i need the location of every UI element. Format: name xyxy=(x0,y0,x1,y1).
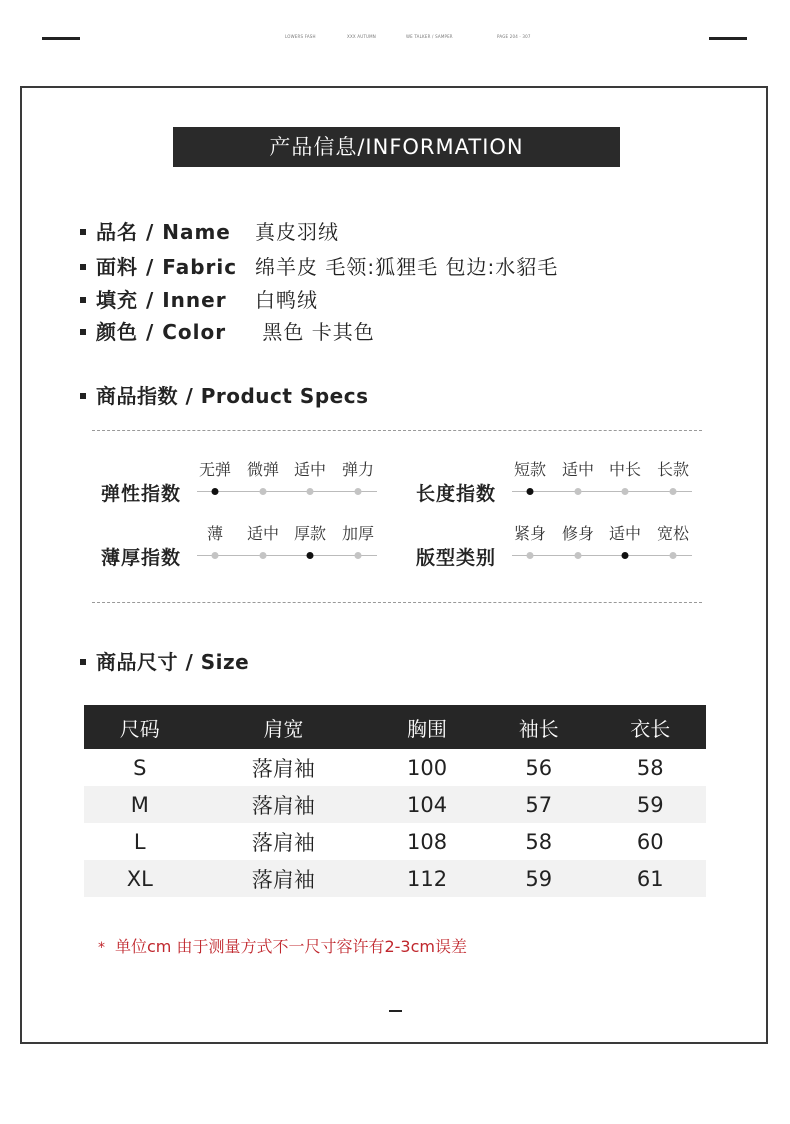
scale-track xyxy=(512,491,692,492)
header-shoulder: 肩宽 xyxy=(196,705,372,749)
table-cell: 100 xyxy=(407,755,448,780)
scale-dot xyxy=(355,488,362,495)
header-tiny-text-2: XXX AUTUMN xyxy=(347,34,376,39)
info-label: 品名 / Name xyxy=(96,220,231,244)
info-row-color xyxy=(80,318,375,346)
scale-dot xyxy=(260,552,267,559)
table-cell: 57 xyxy=(483,786,595,823)
table-cell: XL xyxy=(84,860,196,897)
size-table-header xyxy=(84,705,706,749)
table-cell: 112 xyxy=(371,860,483,897)
scale-option-label: 适中 xyxy=(246,524,280,543)
table-cell: 61 xyxy=(594,860,706,897)
header-right-rule xyxy=(709,37,747,40)
header-length: 衣长 xyxy=(594,705,706,749)
bullet-icon xyxy=(80,229,86,235)
scale-option-label: 短款 xyxy=(513,460,547,479)
info-value: 真皮羽绒 xyxy=(255,220,339,244)
bottom-dash-mark xyxy=(389,1010,402,1012)
info-value: 黑色 卡其色 xyxy=(255,320,375,344)
header-left-rule xyxy=(42,37,80,40)
info-value: 绵羊皮 毛领:狐狸毛 包边:水貂毛 xyxy=(255,255,559,279)
scale-dot xyxy=(575,552,582,559)
scale-track xyxy=(512,555,692,556)
scale-dot xyxy=(622,488,629,495)
info-label: 面料 / Fabric xyxy=(96,255,238,279)
spec-name-length: 长度指数 xyxy=(416,483,497,505)
scale-selected-dot xyxy=(307,552,314,559)
scale-option-label: 厚款 xyxy=(293,524,327,543)
scale-option-label: 适中 xyxy=(608,524,642,543)
info-row-name xyxy=(80,218,339,246)
scale-dot xyxy=(212,552,219,559)
scale-option-label: 紧身 xyxy=(513,524,547,543)
scale-option-label: 修身 xyxy=(561,524,595,543)
specs-bottom-divider xyxy=(92,602,702,603)
table-cell: 56 xyxy=(525,755,553,780)
table-cell: 59 xyxy=(594,786,706,823)
specs-top-divider xyxy=(92,430,702,431)
scale-option-label: 薄 xyxy=(206,524,224,543)
scale-option-label: 微弹 xyxy=(246,460,280,479)
table-row xyxy=(84,749,706,786)
specs-section-title xyxy=(80,382,368,410)
scale-dot xyxy=(527,552,534,559)
scale-option-label: 弹力 xyxy=(341,460,375,479)
note-text: 单位cm 由于测量方式不一尺寸容许有2-3cm误差 xyxy=(115,937,467,956)
table-cell: 落肩袖 xyxy=(196,860,372,897)
spec-name-elasticity: 弹性指数 xyxy=(101,483,182,505)
header-chest: 胸围 xyxy=(371,705,483,749)
table-cell: 58 xyxy=(525,829,553,854)
asterisk-icon: * xyxy=(98,940,105,956)
size-title-text: 商品尺寸 / Size xyxy=(96,650,250,674)
table-cell: L xyxy=(133,829,146,854)
table-cell: 108 xyxy=(407,829,448,854)
header-tiny-text-3: WE TALKER / SAMPER xyxy=(406,34,453,39)
spec-scale-thickness xyxy=(195,521,379,571)
header-tiny-text-1: LOWERS FASH xyxy=(285,34,316,39)
header-tiny-text-4: PAGE 204 · 307 xyxy=(497,34,531,39)
table-cell: S xyxy=(133,755,147,780)
spec-scale-elasticity xyxy=(195,457,379,507)
table-cell: 104 xyxy=(371,786,483,823)
table-cell: 落肩袖 xyxy=(251,756,315,781)
scale-option-label: 加厚 xyxy=(341,524,375,543)
scale-dot xyxy=(575,488,582,495)
scale-dot xyxy=(670,552,677,559)
scale-option-label: 中长 xyxy=(608,460,642,479)
table-row xyxy=(84,823,706,860)
size-section-title xyxy=(80,648,249,676)
bullet-icon xyxy=(80,659,86,665)
scale-dot xyxy=(355,552,362,559)
info-label: 填充 / Inner xyxy=(96,288,227,312)
spec-name-thickness: 薄厚指数 xyxy=(101,547,182,569)
scale-dot xyxy=(260,488,267,495)
size-table xyxy=(84,705,706,897)
bullet-icon xyxy=(80,393,86,399)
table-cell: 58 xyxy=(636,755,664,780)
scale-selected-dot xyxy=(212,488,219,495)
info-value: 白鸭绒 xyxy=(255,288,318,312)
scale-dot xyxy=(307,488,314,495)
table-cell: 落肩袖 xyxy=(196,786,372,823)
scale-selected-dot xyxy=(622,552,629,559)
information-banner: 产品信息/INFORMATION xyxy=(173,127,620,167)
spec-scale-fit xyxy=(510,521,694,571)
scale-option-label: 适中 xyxy=(293,460,327,479)
header-size: 尺码 xyxy=(84,705,196,749)
info-row-fabric xyxy=(80,253,559,281)
table-cell: 落肩袖 xyxy=(251,830,315,855)
bullet-icon xyxy=(80,264,86,270)
info-label: 颜色 / Color xyxy=(96,320,227,344)
scale-track xyxy=(197,555,377,556)
table-row xyxy=(84,860,706,897)
bullet-icon xyxy=(80,329,86,335)
scale-dot xyxy=(670,488,677,495)
scale-option-label: 无弹 xyxy=(198,460,232,479)
table-cell: M xyxy=(84,786,196,823)
table-cell: 59 xyxy=(483,860,595,897)
spec-scale-length xyxy=(510,457,694,507)
specs-title-text: 商品指数 / Product Specs xyxy=(96,384,369,408)
scale-selected-dot xyxy=(527,488,534,495)
table-cell: 60 xyxy=(636,829,664,854)
measurement-note xyxy=(98,934,467,957)
scale-option-label: 长款 xyxy=(656,460,690,479)
table-row xyxy=(84,786,706,823)
scale-option-label: 适中 xyxy=(561,460,595,479)
info-row-inner xyxy=(80,286,318,314)
spec-name-fit: 版型类别 xyxy=(416,547,497,569)
scale-option-label: 宽松 xyxy=(656,524,690,543)
bullet-icon xyxy=(80,297,86,303)
scale-track xyxy=(197,491,377,492)
header-sleeve: 袖长 xyxy=(483,705,595,749)
